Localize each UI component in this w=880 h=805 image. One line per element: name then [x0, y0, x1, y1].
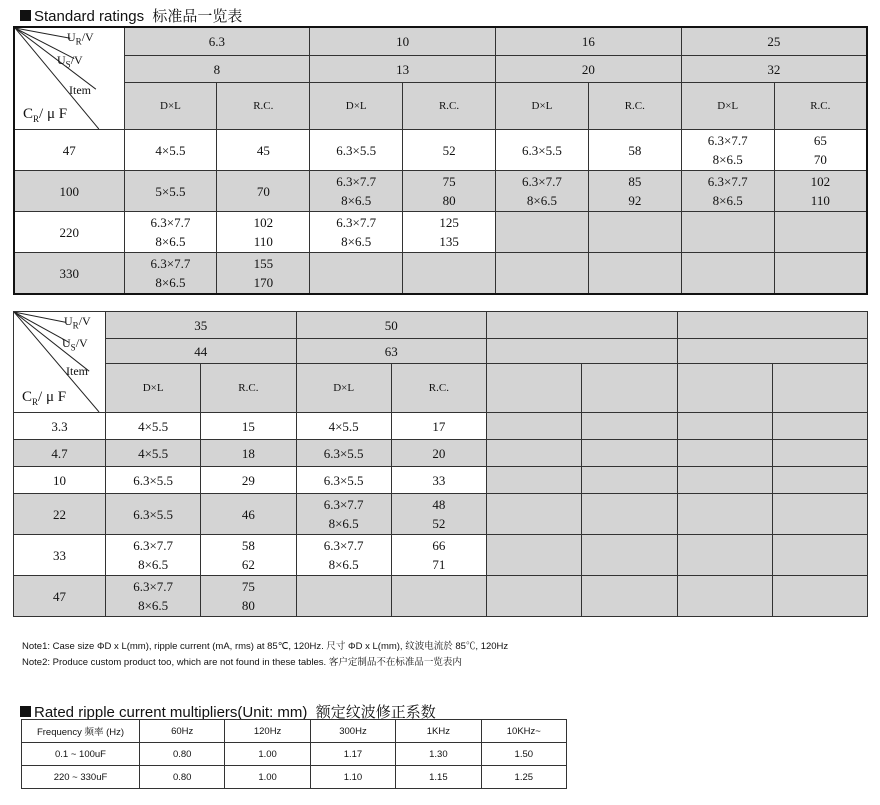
col-header-dxl: [677, 364, 772, 413]
size-cell: [106, 440, 201, 467]
header-label-part: U: [62, 336, 71, 350]
cell-line: 8×6.5: [138, 598, 169, 613]
voltage-us-cell: [677, 339, 868, 364]
size-cell: [681, 253, 774, 295]
size-cell: [106, 413, 201, 440]
section-title-ripple-multipliers: Rated ripple current multipliers(Unit: mm) 额定纹波修正系数: [20, 701, 436, 722]
table-row: [14, 535, 868, 576]
ripple-current-cell: [201, 440, 296, 467]
ripple-current-cell: [588, 253, 681, 295]
size-cell: [496, 212, 589, 253]
header-axis-label: [67, 30, 94, 48]
ripple-current-cell: [217, 171, 310, 212]
table-cell: 1KHz: [396, 720, 481, 743]
size-cell: [487, 535, 582, 576]
table-cell: 300Hz: [310, 720, 395, 743]
table-cell: 1.30: [396, 743, 481, 766]
cell-line: 80: [241, 598, 255, 613]
size-cell: [106, 576, 201, 617]
table-row: [14, 576, 868, 617]
header-axis-label: [23, 107, 67, 126]
cell-line: 110: [253, 234, 273, 249]
cell-line: 6.3×7.7: [150, 256, 191, 271]
cell-line: 6.3×7.7: [323, 497, 364, 512]
size-cell: [677, 576, 772, 617]
header-label-part: R: [33, 114, 40, 124]
capacitance-cell: 10: [14, 467, 106, 494]
size-cell: [677, 535, 772, 576]
header-axis-label: [69, 83, 91, 97]
cell-line: 48: [432, 497, 446, 512]
header-row-us: [14, 339, 868, 364]
cell-line: 6.3×5.5: [133, 506, 174, 522]
header-label-part: / μ F: [38, 389, 67, 405]
capacitance-cell: 47: [14, 130, 124, 171]
col-header-dxl: [487, 364, 582, 413]
cell-line: 80: [442, 193, 456, 208]
size-cell: [487, 413, 582, 440]
size-cell: [487, 576, 582, 617]
header-label-part: R: [72, 320, 79, 331]
table-row: [22, 743, 567, 766]
size-cell: [124, 212, 217, 253]
col-header-rc: R.C.: [391, 364, 486, 413]
ripple-current-cell: [391, 494, 486, 535]
table-cell: 1.00: [225, 766, 310, 789]
ripple-current-cell: [217, 253, 310, 295]
cell-line: 8×6.5: [341, 193, 372, 208]
ripple-current-cell: [774, 253, 867, 295]
ripple-current-cell: [201, 494, 296, 535]
size-cell: [487, 440, 582, 467]
size-cell: [681, 212, 774, 253]
cell-line: 170: [253, 275, 274, 290]
col-header-rc: R.C.: [217, 83, 310, 130]
voltage-us-cell: 13: [310, 56, 496, 83]
table-cell: 1.10: [310, 766, 395, 789]
ripple-current-cell: [391, 535, 486, 576]
header-label-part: U: [67, 30, 76, 44]
capacitance-cell: 3.3: [14, 413, 106, 440]
header-label-part: /V: [70, 53, 83, 67]
ripple-current-cell: [201, 467, 296, 494]
header-axis-label: [64, 314, 91, 332]
note-2: Note2: Produce custom product too, which are not found in these tables. 客户定制品不在标准品一览表内: [22, 657, 462, 668]
header-label-part: /V: [75, 336, 88, 350]
ripple-current-cell: [774, 171, 867, 212]
ripple-current-cell: [217, 212, 310, 253]
header-label-part: Item: [66, 364, 88, 378]
size-cell: [496, 130, 589, 171]
cell-line: 62: [241, 557, 255, 572]
table-row: [14, 440, 868, 467]
header-label-part: U: [64, 314, 73, 328]
col-header-rc: R.C.: [774, 83, 867, 130]
cell-line: 6.3×7.7: [150, 215, 191, 230]
cell-line: 70: [813, 152, 827, 167]
voltage-ur-cell: 6.3: [124, 27, 310, 56]
ripple-current-cell: [582, 494, 677, 535]
size-cell: [124, 171, 217, 212]
col-header-dxl: D×L: [124, 83, 217, 130]
cell-line: 135: [439, 234, 459, 249]
ripple-current-cell: [588, 212, 681, 253]
size-cell: [106, 467, 201, 494]
cell-line: 4×5.5: [138, 445, 169, 461]
size-cell: [487, 494, 582, 535]
size-cell: [296, 494, 391, 535]
size-cell: [296, 576, 391, 617]
cell-line: 6.3×7.7: [133, 579, 174, 594]
size-cell: [496, 171, 589, 212]
ripple-current-cell: [772, 413, 867, 440]
capacitance-cell: 33: [14, 535, 106, 576]
cell-line: 6.3×5.5: [336, 142, 377, 158]
voltage-us-cell: 32: [681, 56, 867, 83]
col-header-dxl: D×L: [296, 364, 391, 413]
ratings-table-1: [13, 26, 868, 295]
table-cell: 0.80: [140, 743, 225, 766]
capacitance-cell: 4.7: [14, 440, 106, 467]
header-label-part: R: [32, 397, 39, 407]
table-cell: 0.80: [140, 766, 225, 789]
size-cell: [496, 253, 589, 295]
ripple-current-cell: [772, 467, 867, 494]
voltage-us-cell: [487, 339, 678, 364]
ripple-current-cell: [391, 576, 486, 617]
cell-line: 6.3×7.7: [336, 174, 377, 189]
header-axis-label: [62, 336, 88, 354]
header-row-ur: [14, 312, 868, 339]
header-axis-label: [66, 364, 88, 378]
cell-line: 6.3×7.7: [323, 538, 364, 553]
size-cell: [310, 130, 403, 171]
ripple-current-cell: [403, 253, 496, 295]
ripple-current-cell: [403, 171, 496, 212]
ripple-current-cell: [582, 535, 677, 576]
col-header-rc: R.C.: [201, 364, 296, 413]
header-label-part: U: [57, 53, 66, 67]
size-cell: [296, 413, 391, 440]
ripple-current-cell: [774, 212, 867, 253]
cell-line: 85: [628, 174, 642, 189]
header-label-part: R: [75, 36, 82, 47]
ripple-current-cell: [772, 494, 867, 535]
table-row: [14, 413, 868, 440]
cell-line: 45: [256, 142, 270, 158]
square-bullet-icon: [20, 706, 31, 717]
cell-line: 6.3×5.5: [323, 472, 364, 488]
ratings-table-2: [13, 311, 868, 617]
ripple-current-cell: [774, 130, 867, 171]
ripple-current-cell: [772, 440, 867, 467]
cell-line: 6.3×5.5: [522, 142, 562, 158]
table-cell: Frequency 频率 (Hz): [22, 720, 140, 743]
table-cell: 1.17: [310, 743, 395, 766]
ripple-multiplier-table: [21, 719, 567, 789]
size-cell: [106, 535, 201, 576]
cell-line: 155: [253, 256, 274, 271]
voltage-ur-cell: 25: [681, 27, 867, 56]
table-row: [14, 130, 867, 171]
header-row-items: [14, 83, 867, 130]
col-header-dxl: D×L: [681, 83, 774, 130]
ripple-current-cell: [582, 576, 677, 617]
size-cell: [106, 494, 201, 535]
cell-line: 110: [810, 193, 830, 208]
capacitance-cell: 22: [14, 494, 106, 535]
ripple-current-cell: [201, 413, 296, 440]
cell-line: 70: [256, 183, 270, 199]
cell-line: 75: [241, 579, 255, 594]
size-cell: [677, 413, 772, 440]
table-row: [14, 467, 868, 494]
header-label-part: / μ F: [39, 106, 68, 122]
ripple-current-cell: [588, 130, 681, 171]
size-cell: [296, 467, 391, 494]
cell-line: 92: [628, 193, 642, 208]
ripple-current-cell: [403, 130, 496, 171]
table-row: [22, 720, 567, 743]
cell-line: 6.3×7.7: [707, 174, 748, 189]
cell-line: 8×6.5: [155, 275, 186, 290]
voltage-ur-cell: [677, 312, 868, 339]
cell-line: 4×5.5: [138, 418, 169, 434]
size-cell: [677, 467, 772, 494]
capacitance-cell: 330: [14, 253, 124, 295]
header-label-part: C: [23, 106, 34, 122]
header-axis-label: [57, 53, 83, 71]
cell-line: 15: [241, 418, 255, 434]
header-row-us: [14, 56, 867, 83]
table-row: [14, 171, 867, 212]
diagonal-header-cell: [14, 312, 106, 413]
col-header-dxl: D×L: [310, 83, 403, 130]
voltage-us-cell: 20: [496, 56, 682, 83]
table-cell: 1.50: [481, 743, 566, 766]
cell-line: 52: [442, 142, 456, 158]
cell-line: 17: [432, 418, 446, 434]
col-header-dxl: D×L: [496, 83, 589, 130]
size-cell: [677, 494, 772, 535]
cell-line: 8×6.5: [328, 516, 359, 531]
header-label-part: C: [22, 389, 33, 405]
header-label-part: S: [70, 342, 76, 353]
cell-line: 102: [253, 215, 274, 230]
cell-line: 8×6.5: [712, 152, 743, 167]
ripple-current-cell: [217, 130, 310, 171]
table-cell: 1.25: [481, 766, 566, 789]
voltage-us-cell: 63: [296, 339, 487, 364]
cell-line: 6.3×7.7: [336, 215, 377, 230]
cell-line: 8×6.5: [328, 557, 359, 572]
col-header-rc: [772, 364, 867, 413]
ripple-current-cell: [582, 440, 677, 467]
header-label-part: /V: [81, 30, 94, 44]
cell-line: 4×5.5: [328, 418, 359, 434]
size-cell: [310, 253, 403, 295]
cell-line: 8×6.5: [341, 234, 372, 249]
cell-line: 8×6.5: [138, 557, 169, 572]
cell-line: 58: [628, 142, 642, 158]
cell-line: 4×5.5: [155, 142, 186, 158]
ripple-current-cell: [772, 535, 867, 576]
cell-line: 8×6.5: [712, 193, 743, 208]
capacitance-cell: 47: [14, 576, 106, 617]
capacitance-cell: 220: [14, 212, 124, 253]
ripple-current-cell: [582, 467, 677, 494]
size-cell: [310, 212, 403, 253]
table-cell: 220 ~ 330uF: [22, 766, 140, 789]
cell-line: 75: [442, 174, 456, 189]
header-axis-label: [22, 390, 66, 409]
ripple-current-cell: [391, 440, 486, 467]
ripple-current-cell: [201, 576, 296, 617]
header-label-part: /V: [78, 314, 91, 328]
header-label-part: Item: [69, 83, 91, 97]
cell-line: 6.3×7.7: [522, 174, 562, 189]
ripple-current-cell: [391, 413, 486, 440]
cell-line: 65: [813, 133, 827, 148]
cell-line: 58: [241, 538, 255, 553]
table-row: [22, 766, 567, 789]
ripple-current-cell: [403, 212, 496, 253]
size-cell: [296, 535, 391, 576]
header-row-ur: [14, 27, 867, 56]
col-header-dxl: D×L: [106, 364, 201, 413]
cell-line: 46: [241, 506, 255, 522]
size-cell: [487, 467, 582, 494]
col-header-rc: R.C.: [403, 83, 496, 130]
col-header-rc: [582, 364, 677, 413]
note-1: Note1: Case size ΦD x L(mm), ripple current (mA, rms) at 85℃, 120Hz. 尺寸 ΦD x L(mm), 纹波电流於 85℃, 120Hz: [22, 641, 509, 652]
ripple-current-cell: [582, 413, 677, 440]
header-row-items: [14, 364, 868, 413]
size-cell: [124, 130, 217, 171]
cell-line: 52: [432, 516, 446, 531]
size-cell: [681, 171, 774, 212]
square-bullet-icon: [20, 10, 31, 21]
size-cell: [124, 253, 217, 295]
table-cell: 60Hz: [140, 720, 225, 743]
voltage-us-cell: 8: [124, 56, 310, 83]
cell-line: 18: [241, 445, 255, 461]
ripple-current-cell: [588, 171, 681, 212]
voltage-ur-cell: 10: [310, 27, 496, 56]
table-row: [14, 494, 868, 535]
ripple-current-cell: [772, 576, 867, 617]
diagonal-header-cell: [14, 27, 124, 130]
cell-line: 66: [432, 538, 446, 553]
ripple-current-cell: [391, 467, 486, 494]
header-label-part: S: [65, 59, 71, 70]
cell-line: 125: [439, 215, 459, 230]
capacitance-cell: 100: [14, 171, 124, 212]
cell-line: 8×6.5: [526, 193, 557, 208]
col-header-rc: R.C.: [588, 83, 681, 130]
size-cell: [681, 130, 774, 171]
voltage-ur-cell: [487, 312, 678, 339]
cell-line: 5×5.5: [155, 183, 186, 199]
cell-line: 33: [432, 472, 446, 488]
table-cell: 1.00: [225, 743, 310, 766]
cell-line: 6.3×7.7: [707, 133, 748, 148]
cell-line: 20: [432, 445, 446, 461]
size-cell: [296, 440, 391, 467]
cell-line: 29: [241, 472, 255, 488]
voltage-ur-cell: 35: [106, 312, 297, 339]
table-cell: 1.15: [396, 766, 481, 789]
size-cell: [310, 171, 403, 212]
voltage-ur-cell: 50: [296, 312, 487, 339]
cell-line: 8×6.5: [155, 234, 186, 249]
cell-line: 71: [432, 557, 446, 572]
table-cell: 10KHz~: [481, 720, 566, 743]
cell-line: 6.3×5.5: [133, 472, 174, 488]
table-cell: 120Hz: [225, 720, 310, 743]
table-cell: 0.1 ~ 100uF: [22, 743, 140, 766]
section-title-standard-ratings: Standard ratings 标准品一览表: [20, 5, 242, 26]
ripple-current-cell: [201, 535, 296, 576]
voltage-ur-cell: 16: [496, 27, 682, 56]
size-cell: [677, 440, 772, 467]
table-row: [14, 212, 867, 253]
voltage-us-cell: 44: [106, 339, 297, 364]
cell-line: 6.3×7.7: [133, 538, 174, 553]
cell-line: 6.3×5.5: [323, 445, 364, 461]
table-row: [14, 253, 867, 295]
cell-line: 102: [810, 174, 831, 189]
